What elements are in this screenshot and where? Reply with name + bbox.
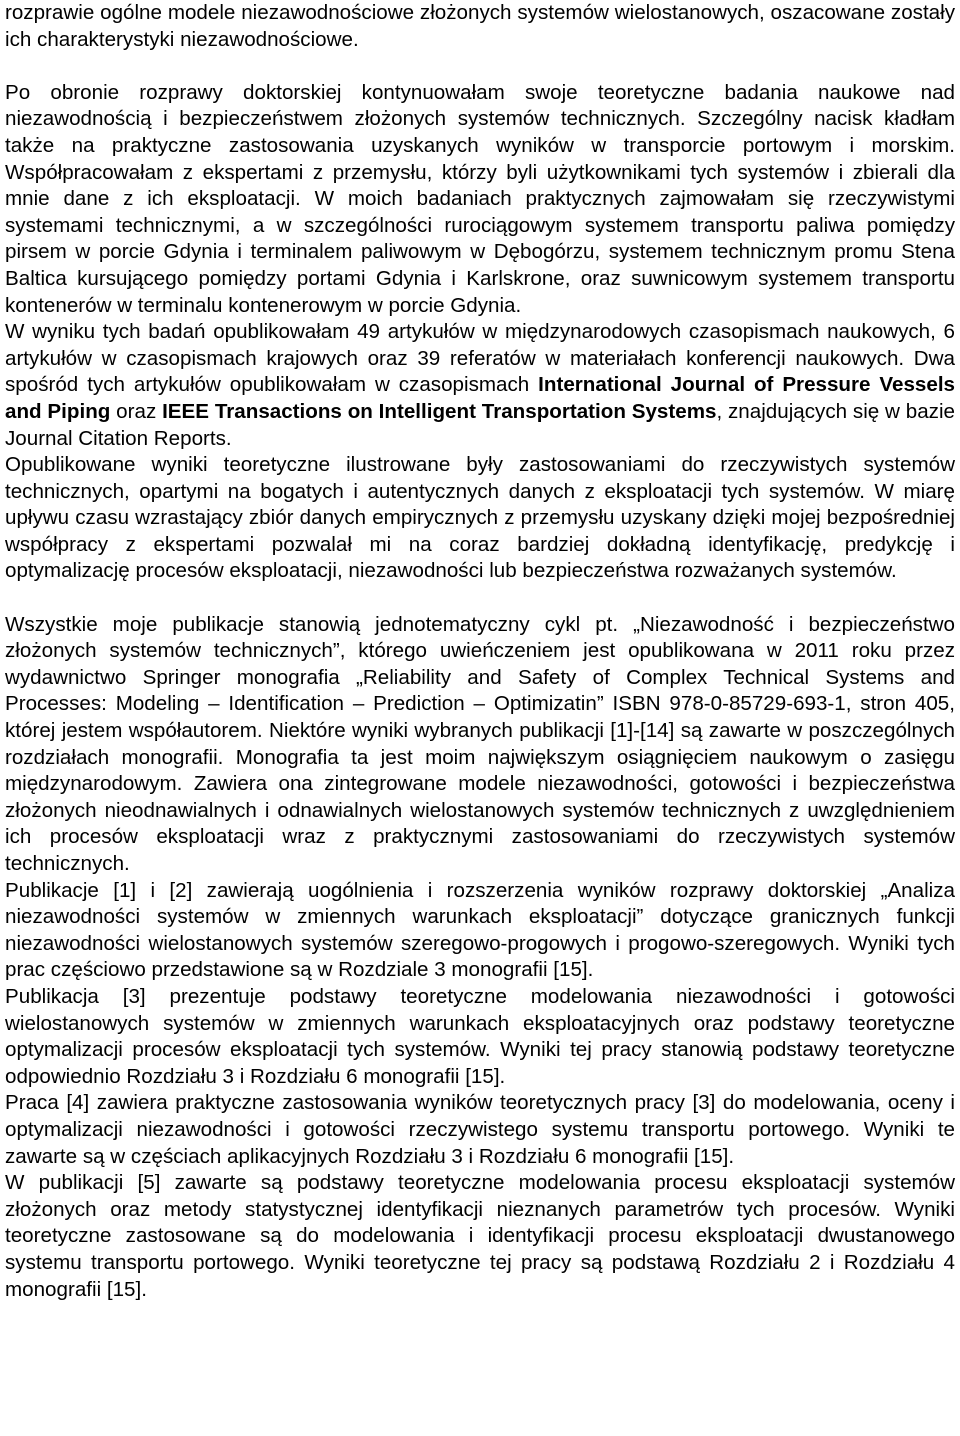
paragraph-3	[5, 319, 955, 452]
paragraph-3-text-2: oraz	[110, 399, 163, 423]
journal-title-2: IEEE Transactions on Intelligent Transportation Systems	[162, 399, 717, 423]
blank-line	[5, 53, 955, 80]
paragraph-8: Praca [4] zawiera praktyczne zastosowania wyników teoretycznych pracy [3] do modelowania, oceny i optymalizacji niezawodności i gotowości rzeczywistego systemu transportu portowego. Wyniki te zawarte są w częściach aplikacyjnych Rozdziału 3 i Rozdziału 6 monografii [15].	[5, 1091, 955, 1168]
document-page	[5, 0, 955, 1303]
blank-line	[5, 585, 955, 612]
paragraph-3-text-3: , znajdujących się w bazie Journal Citation Reports.	[5, 399, 955, 450]
paragraph-3-text-1: W wyniku tych badań opublikowałam 49 artykułów w międzynarodowych czasopismach naukowych, 6 artykułów w czasopismach krajowych oraz 39 referatów w materiałach konferencji naukowych. Dwa spośród tych artykułów opublikowałam w czasopismach	[5, 320, 955, 397]
paragraph-2: Po obronie rozprawy doktorskiej kontynuowałam swoje teoretyczne badania naukowe nad niezawodnością i bezpieczeństwem złożonych systemów technicznych. Szczególny nacisk kładłam także na praktyczne zastosowania uzyskanych wyników w transporcie portowym i morskim. Współpracowałam z ekspertami z przemysłu, którzy byli użytkownikami tych systemów i zbierali dla mnie dane z ich eksploatacji. W moich badaniach praktycznych zajmowałam się rzeczywistymi systemami technicznymi, a w szczególności rurociągowym systemem transportu paliwa pomiędzy pirsem w porcie Gdynia i terminalem paliwowym w Dębogórzu, systemem technicznym promu Stena Baltica kursującego pomiędzy portami Gdynia i Karlskrone, oraz suwnicowym systemem transportu kontenerów w terminalu kontenerowym w porcie Gdynia.	[5, 80, 955, 317]
paragraph-6: Publikacje [1] i [2] zawierają uogólnienia i rozszerzenia wyników rozprawy doktorskiej „Analiza niezawodności systemów w zmiennych warunkach eksploatacji” dotyczące granicznych funkcji niezawodności wielostanowych systemów szeregowo-progowych i progowo-szeregowych. Wyniki tych prac częściowo przedstawione są w Rozdziale 3 monografii [15].	[5, 878, 955, 982]
paragraph-4: Opublikowane wyniki teoretyczne ilustrowane były zastosowaniami do rzeczywistych systemów technicznych, opartymi na bogatych i autentycznych danych z eksploatacji tych systemów. W miarę upływu czasu wzrastający zbiór danych empirycznych z przemysłu uzyskany dzięki mojej bezpośredniej współpracy z ekspertami pozwalał mi na coraz bardziej dokładną identyfikację, predykcję i optymalizację procesów eksploatacji, niezawodności lub bezpieczeństwa rozważanych systemów.	[5, 453, 955, 583]
paragraph-1: rozprawie ogólne modele niezawodnościowe złożonych systemów wielostanowych, oszacowane zostały ich charakterystyki niezawodnościowe.	[5, 1, 955, 51]
journal-title-1: International Journal of Pressure Vessels and Piping	[5, 373, 955, 423]
paragraph-9: W publikacji [5] zawarte są podstawy teoretyczne modelowania procesu eksploatacji systemów złożonych oraz metody statystycznej identyfikacji nieznanych parametrów tych procesów. Wyniki teoretyczne zastosowane są do modelowania i identyfikacji procesu eksploatacji dwustanowego systemu transportu portowego. Wyniki teoretyczne tej pracy są podstawą Rozdziału 2 i Rozdziału 4 monografii [15].	[5, 1171, 955, 1301]
paragraph-7: Publikacja [3] prezentuje podstawy teoretyczne modelowania niezawodności i gotowości wielostanowych systemów w zmiennych warunkach eksploatacyjnych oraz podstawy teoretyczne optymalizacji procesów eksploatacji tych systemów. Wyniki tej pracy stanowią podstawy teoretyczne odpowiednio Rozdziału 3 i Rozdziału 6 monografii [15].	[5, 984, 955, 1088]
paragraph-5: Wszystkie moje publikacje stanowią jednotematyczny cykl pt. „Niezawodność i bezpieczeństwo złożonych systemów technicznych”, którego uwieńczeniem jest opublikowana w 2011 roku przez wydawnictwo Springer monografia „Reliability and Safety of Complex Technical Systems and Processes: Modeling – Identification – Prediction – Optimizatin” ISBN 978-0-85729-693-1, stron 405, której jestem współautorem. Niektóre wyniki wybranych publikacji [1]-[14] są zawarte w poszczególnych rozdziałach monografii. Monografia ta jest moim największym osiągnięciem naukowym o zasięgu międzynarodowym. Zawiera ona zintegrowane modele niezawodności, gotowości i bezpieczeństwa złożonych nieodnawialnych i odnawialnych wielostanowych systemów technicznych z uwzględnieniem ich procesów eksploatacji wraz z praktycznymi zastosowaniami do rzeczywistych systemów technicznych.	[5, 612, 955, 875]
